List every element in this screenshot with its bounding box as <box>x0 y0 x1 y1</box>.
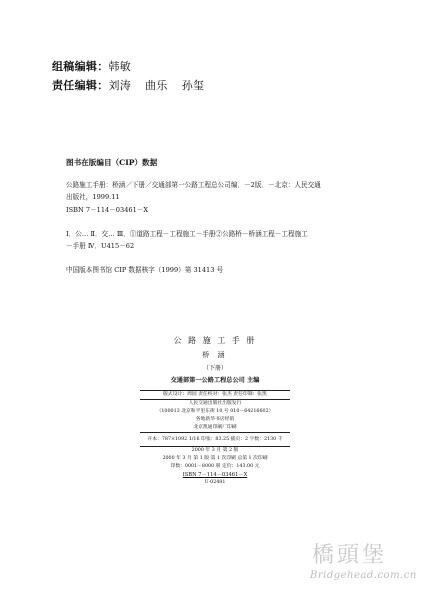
imprint-block <box>110 335 320 487</box>
responsible-editor-label: 责任编辑： <box>52 79 109 92</box>
organizing-editor-label: 组稿编辑： <box>52 60 109 73</box>
publisher-line: 人民交通出版社出版发行 <box>188 401 242 406</box>
classification-code: U·02481 <box>204 480 226 485</box>
watermark-url: Bridgehead.com.cn <box>310 570 417 581</box>
edition-line: 2000 年 3 月 第 2 版 <box>191 448 239 453</box>
format-line: 开本：787×1092 1/16 印张：83.25 插页：2 字数：2130 千 <box>147 437 283 442</box>
address-line: （100013 北京和平里东街 10 号 010－64216602） <box>156 409 274 414</box>
staff-line: 版式设计：周园 责任校对：张杰 责任印制：张凯 <box>163 392 267 397</box>
responsible-editor-name: 孙玺 <box>181 79 205 92</box>
book-part: （下册） <box>202 365 227 372</box>
organizing-editor-line <box>52 58 131 74</box>
book-title: 公 路 施 工 手 册 <box>173 336 257 345</box>
responsible-editor-line <box>52 77 218 93</box>
responsible-editor-names <box>109 79 219 92</box>
watermark-logo: 橋頭堡 <box>312 543 388 568</box>
responsible-editor-name: 曲乐 <box>145 79 168 92</box>
printer-line: 北京凯通印刷厂印刷 <box>193 425 237 430</box>
distributor-line: 各地新华书店经销 <box>195 417 235 422</box>
print-count-line: 印数：0001－8000 册 定价：143.00 元 <box>170 464 260 469</box>
responsible-editor-name: 刘涛 <box>108 79 132 92</box>
cip-isbn-line: ISBN 7－114－03461－X <box>66 206 149 214</box>
cip-title: 图书在版编目（CIP）数据 <box>66 158 158 167</box>
cip-entry-line1: 公路施工手册：桥涵／下册／交通部第一公路工程总公司编．－2版．－北京：人民交通 <box>66 181 321 189</box>
organizing-editor-name: 韩敏 <box>108 60 132 73</box>
cip-subject-line2: －手册 Ⅳ．U415－62 <box>66 242 135 250</box>
printing-line: 2000 年 3 月 第 1 版 第 1 次印刷 总第 1 次印刷 <box>162 456 268 461</box>
cip-subject-line1: Ⅰ．公… Ⅱ．交… Ⅲ．①道路工程－工程施工－手册②公路桥－桥涵工程－工程施工 <box>66 230 308 238</box>
cip-number: 中国版本图书馆 CIP 数据核字（1999）第 31413 号 <box>66 266 224 274</box>
book-editor: 交通部第一公路工程总公司 主编 <box>170 377 260 384</box>
book-volume: 桥 涵 <box>202 351 228 359</box>
imprint-isbn: ISBN 7－114－03461－X <box>182 472 248 478</box>
cip-entry-line2: 出版社，1999.11 <box>66 193 120 201</box>
